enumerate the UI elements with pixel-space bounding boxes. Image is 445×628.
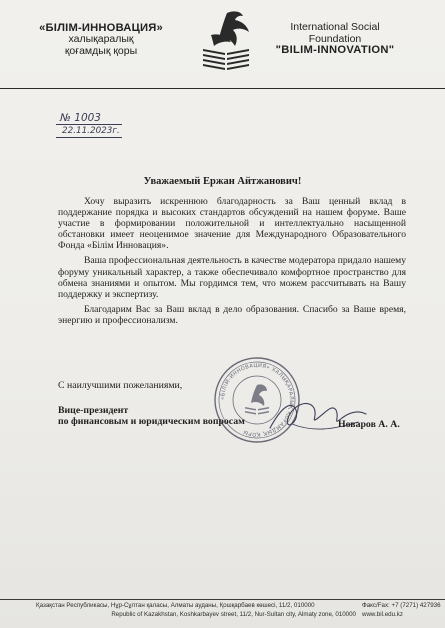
org-name-kz: «БІЛІМ-ИННОВАЦИЯ» xyxy=(39,22,163,34)
letter-body xyxy=(58,196,406,326)
date-underline xyxy=(56,137,122,138)
org-subtitle-en-1: International Social xyxy=(290,21,380,33)
closing-phrase: С наилучшими пожеланиями, xyxy=(58,380,183,391)
position-title xyxy=(58,405,245,428)
fax-number: Факс/Fax: +7 (7271) 427936 xyxy=(362,602,441,609)
org-name-en: "BILIM-INNOVATION" xyxy=(275,44,395,56)
greeting: Уважаемый Ержан Айтжанович! xyxy=(143,176,302,187)
paragraph-1: Хочу выразить искреннюю благодарность за Ваш ценный вклад в поддержание порядка и высоких стандартов обсуждений на нашем форуме. Ваше участие в формировании положительной и интеллектуально насыщенной обстановки имеет неоценимое значение для Международного Образовательного Фонда «Білім Инновация». xyxy=(58,196,406,252)
footer-divider xyxy=(0,599,445,600)
header-divider xyxy=(0,88,445,89)
handwritten-signature-icon xyxy=(262,388,372,448)
reg-number-underline xyxy=(56,124,122,125)
address-kz: Қазақстан Республикасы, Нұр-Сұлтан қаласы, Алматы ауданы, Қошқарбаев көшесі, 11/2, 010000 xyxy=(36,602,315,609)
header-right-block xyxy=(255,22,415,57)
website: www.bil.edu.kz xyxy=(362,610,403,618)
address-en: Republic of Kazakhstan, Koshkarbayev street, 11/2, Nur-Sultan city, Almaty zone, 010000 xyxy=(111,610,356,618)
org-subtitle-en-2: Foundation xyxy=(308,32,362,45)
position-line-2: по финансовым и юридическим вопросам xyxy=(58,416,245,428)
paragraph-2: Ваша профессиональная деятельность в качестве модератора придало нашему форуму уникальный характер, а также обеспечивало комфортное пространство для обмена знаниями и опытом. Мы гордимся тем, что можем рассчитывать на Вашу поддержку и экспертизу. xyxy=(58,255,406,300)
position-line-1: Вице-президент xyxy=(58,405,129,416)
signer-name: Новаров А. А. xyxy=(338,419,400,430)
bird-book-logo-icon xyxy=(197,9,255,75)
paragraph-3: Благодарим Вас за Ваш вклад в дело образования. Спасибо за Ваше время, энергию и профессионализм. xyxy=(58,303,406,326)
header-left-block xyxy=(26,22,176,57)
org-subtitle-kz-1: халықаралық xyxy=(68,33,134,45)
org-subtitle-kz-2: қоғамдық қоры xyxy=(64,44,138,57)
handwritten-reg-number: № 1003 xyxy=(60,112,101,124)
handwritten-date: 22.11.2023г. xyxy=(62,126,120,136)
seal-text: «БІЛІМ-ИННОВАЦИЯ» ХАЛЫҚАРАЛЫҚ ҚОҒАМДЫҚ ҚОРЫ xyxy=(219,362,295,438)
footer-address xyxy=(36,602,356,619)
footer-contacts xyxy=(362,602,442,619)
